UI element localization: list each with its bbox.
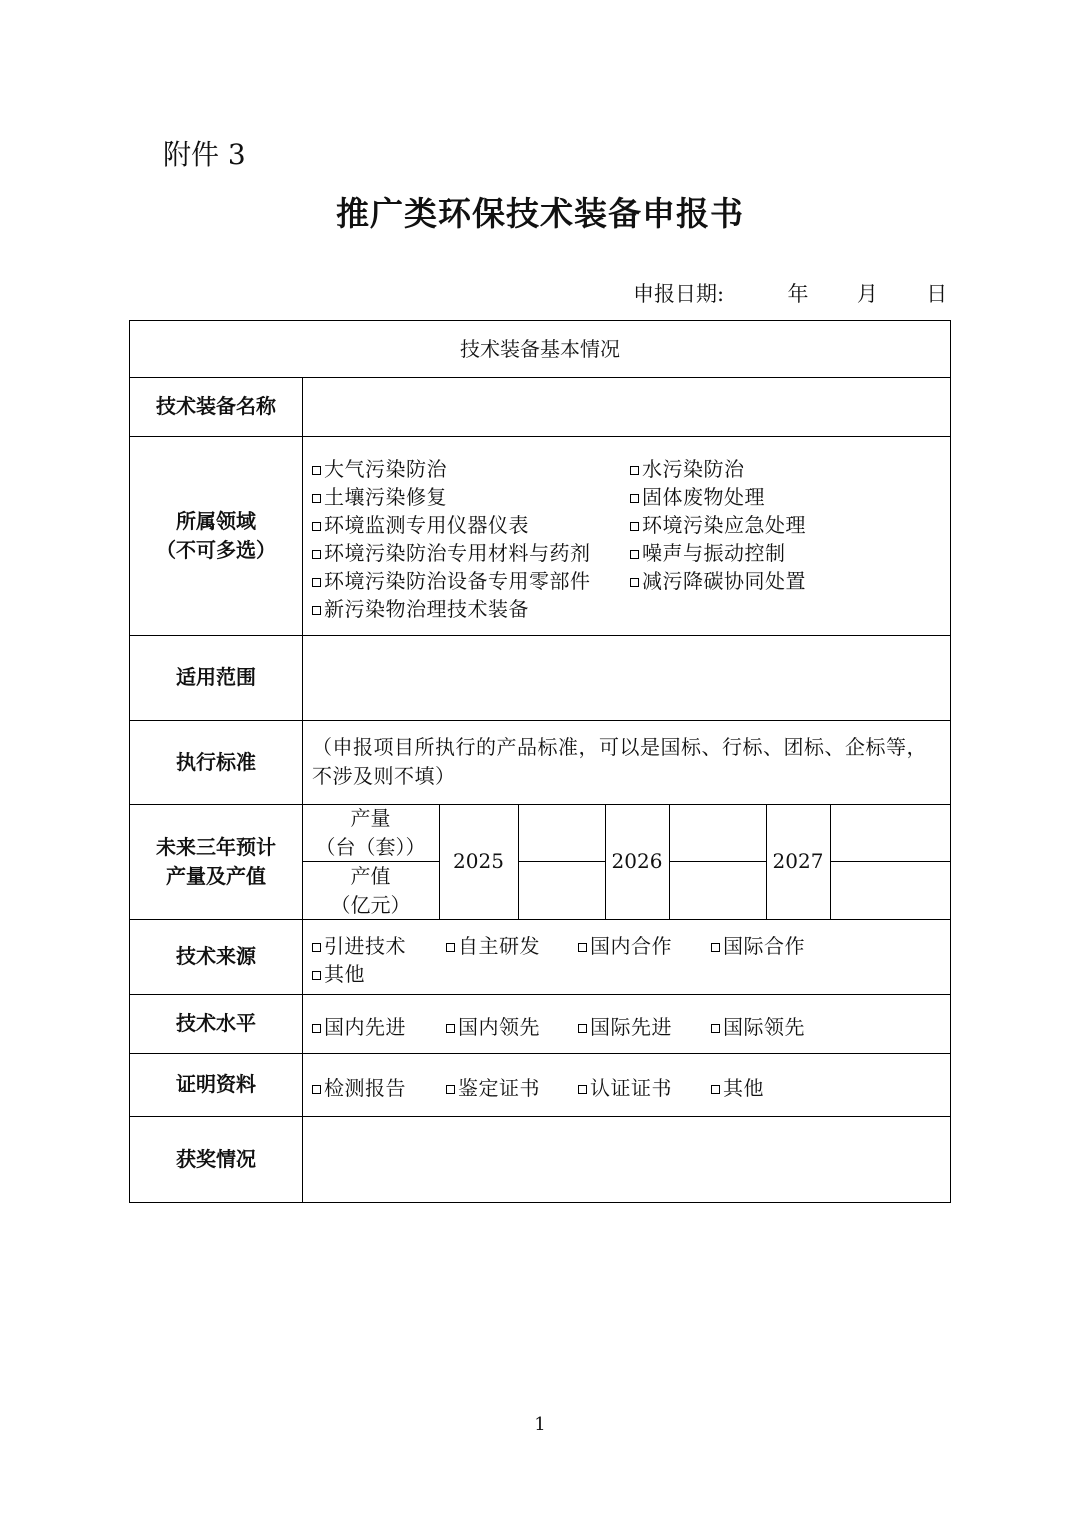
checkbox-icon[interactable] bbox=[578, 1024, 587, 1033]
source-option[interactable]: 国内合作 bbox=[578, 930, 672, 959]
field-option[interactable]: 水污染防治 bbox=[630, 453, 745, 482]
year-2027: 2027 bbox=[772, 849, 824, 873]
field-option[interactable]: 固体废物处理 bbox=[630, 481, 765, 510]
checkbox-icon[interactable] bbox=[312, 466, 321, 475]
date-label: 申报日期: bbox=[633, 282, 725, 306]
source-option[interactable]: 其他 bbox=[312, 958, 365, 987]
field-option[interactable]: 大气污染防治 bbox=[312, 453, 447, 482]
checkbox-icon[interactable] bbox=[711, 943, 720, 952]
field-option[interactable]: 土壤污染修复 bbox=[312, 481, 447, 510]
checkbox-icon[interactable] bbox=[312, 943, 321, 952]
checkbox-icon[interactable] bbox=[711, 1024, 720, 1033]
checkbox-icon[interactable] bbox=[312, 494, 321, 503]
checkbox-icon[interactable] bbox=[446, 1085, 455, 1094]
checkbox-icon[interactable] bbox=[312, 1024, 321, 1033]
standard-note[interactable]: （申报项目所执行的产品标准，可以是国标、行标、团标、企标等，不涉及则不填） bbox=[312, 735, 927, 788]
application-date bbox=[633, 278, 947, 308]
scope-input-cell[interactable] bbox=[303, 636, 950, 720]
source-option[interactable]: 国际合作 bbox=[711, 930, 805, 959]
checkbox-icon[interactable] bbox=[630, 466, 639, 475]
proof-option[interactable]: 认证证书 bbox=[578, 1072, 672, 1101]
proof-option[interactable]: 其他 bbox=[711, 1072, 764, 1101]
source-option[interactable]: 自主研发 bbox=[446, 930, 540, 959]
proof-label: 证明资料 bbox=[176, 1072, 256, 1096]
source-option[interactable]: 引进技术 bbox=[312, 930, 406, 959]
date-month: 月 bbox=[856, 282, 878, 306]
checkbox-icon[interactable] bbox=[312, 606, 321, 615]
name-input-cell[interactable] bbox=[303, 378, 950, 436]
checkbox-icon[interactable] bbox=[630, 550, 639, 559]
output-2027-cell[interactable] bbox=[831, 805, 950, 861]
checkbox-icon[interactable] bbox=[312, 550, 321, 559]
level-label: 技术水平 bbox=[176, 1011, 256, 1035]
date-year: 年 bbox=[787, 282, 809, 306]
level-option[interactable]: 国内领先 bbox=[446, 1011, 540, 1040]
field-label: 所属领域 （不可多选） bbox=[156, 508, 276, 562]
value-label: 产值 （亿元） bbox=[330, 863, 411, 917]
field-option[interactable]: 环境污染防治专用材料与药剂 bbox=[312, 537, 591, 566]
checkbox-icon[interactable] bbox=[312, 578, 321, 587]
checkbox-icon[interactable] bbox=[446, 943, 455, 952]
page-number: 1 bbox=[534, 1414, 546, 1435]
field-option[interactable]: 噪声与振动控制 bbox=[630, 537, 786, 566]
checkbox-icon[interactable] bbox=[578, 1085, 587, 1094]
field-option[interactable]: 环境污染应急处理 bbox=[630, 509, 806, 538]
standard-label: 执行标准 bbox=[176, 749, 256, 774]
checkbox-icon[interactable] bbox=[630, 494, 639, 503]
proof-option[interactable]: 鉴定证书 bbox=[446, 1072, 540, 1101]
source-label: 技术来源 bbox=[176, 944, 256, 968]
value-2027-cell[interactable] bbox=[831, 862, 950, 919]
date-day: 日 bbox=[926, 282, 948, 306]
section-title: 技术装备基本情况 bbox=[460, 336, 620, 361]
checkbox-icon[interactable] bbox=[630, 578, 639, 587]
award-label: 获奖情况 bbox=[176, 1146, 256, 1171]
award-input-cell[interactable] bbox=[303, 1117, 950, 1202]
checkbox-icon[interactable] bbox=[630, 522, 639, 531]
year-2025: 2025 bbox=[453, 849, 504, 873]
checkbox-icon[interactable] bbox=[312, 522, 321, 531]
value-2025-cell[interactable] bbox=[519, 862, 605, 919]
checkbox-icon[interactable] bbox=[578, 943, 587, 952]
year-2026: 2026 bbox=[611, 849, 663, 873]
field-option[interactable]: 环境监测专用仪器仪表 bbox=[312, 509, 529, 538]
level-option[interactable]: 国际领先 bbox=[711, 1011, 805, 1040]
name-label: 技术装备名称 bbox=[156, 394, 276, 418]
field-option[interactable]: 减污降碳协同处置 bbox=[630, 565, 806, 594]
output-2025-cell[interactable] bbox=[519, 805, 605, 861]
checkbox-icon[interactable] bbox=[312, 971, 321, 980]
checkbox-icon[interactable] bbox=[446, 1024, 455, 1033]
output-label: 产量 （台（套）） bbox=[315, 805, 426, 859]
document-title: 推广类环保技术装备申报书 bbox=[336, 194, 744, 233]
application-form-table bbox=[129, 320, 951, 1203]
scope-label: 适用范围 bbox=[176, 665, 256, 689]
level-option[interactable]: 国际先进 bbox=[578, 1011, 672, 1040]
proof-option[interactable]: 检测报告 bbox=[312, 1072, 406, 1101]
field-option[interactable]: 环境污染防治设备专用零部件 bbox=[312, 565, 591, 594]
checkbox-icon[interactable] bbox=[711, 1085, 720, 1094]
checkbox-icon[interactable] bbox=[312, 1085, 321, 1094]
attachment-label: 附件 3 bbox=[163, 138, 246, 171]
value-2026-cell[interactable] bbox=[670, 862, 766, 919]
forecast-label: 未来三年预计 产量及产值 bbox=[156, 834, 276, 888]
output-2026-cell[interactable] bbox=[670, 805, 766, 861]
field-option[interactable]: 新污染物治理技术装备 bbox=[312, 593, 529, 622]
level-option[interactable]: 国内先进 bbox=[312, 1011, 406, 1040]
